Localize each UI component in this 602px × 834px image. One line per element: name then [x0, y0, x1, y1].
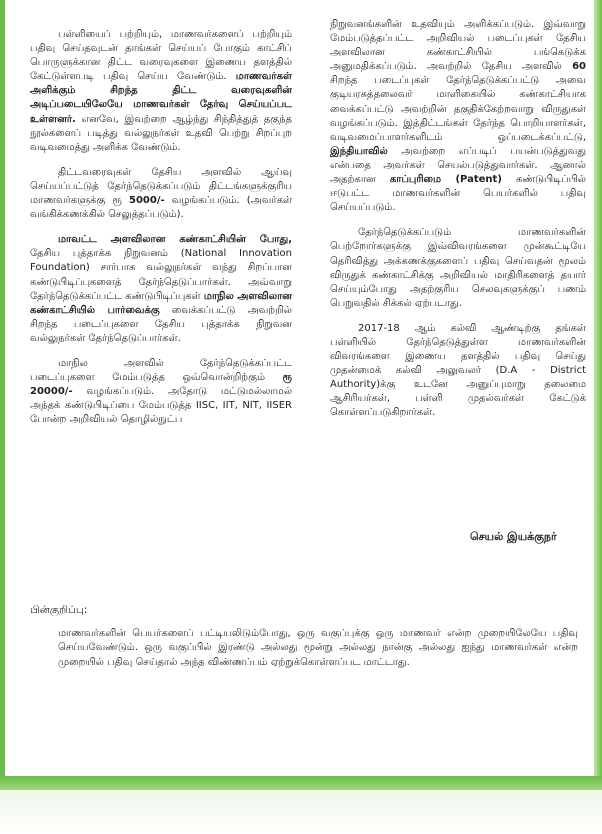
left-column — [30, 28, 292, 438]
green-border-bottom — [0, 776, 602, 790]
paragraph-national-exhibition: நிறுவனங்களின் உதவியும் அளிக்கப்படும். இவ்வாறு மேம்படுத்தப்பட்ட அறிவியல் படைப்புகள் தேசிய அளவிலான கண்காட்சியில் பங்கெடுக்க அனுமதிக்கப்படும். அவற்றில் தேசிய அளவில் 60 சிறந்த படைப்புகள் தேர்ந்தெடுக்கப்பட்டு அவை குடியரசுத்தலைவர் மாளிகையில் கண்காட்சியாக வைக்கப்பட்டு அவற்றின் தகுதிக்கேற்றவாறு விருதுகள் வழங்கப்படும். இத்திட்டங்கள் தேர்ந்த பொறியாளர்கள், வடிவமைப்பாளர்களிடம் ஒப்படைக்கப்பட்டு, இந்தியாவில் அவற்றை எப்படிப் பயன்படுத்துவது என்பதை அவர்கள் செயல்படுத்துவார்கள். ஆனால் அதற்கான காப்புரிமை (Patent) கண்டுபிடிப்பில் ஈடுபட்ட மாணவர்களின் பெயர்களில் பதிவு செய்யப்படும். — [330, 19, 586, 214]
paragraph-parents-info: தேர்ந்தெடுக்கப்படும் மாணவர்களின் பெற்றோர்களுக்கு இவ்விவரங்களை முன்கூட்டியே தெரிவித்து அக்கணக்குகளைப் பதிவு செய்வதன் மூலம் விருதுக் கண்காட்சிக்கு அறிவியல் மாதிரிகளைத் தயார் செய்யும்போது அதற்குரிய செலவுகளுக்குப் பணம் பெறுவதில் சிக்கல் ஏற்படாது. — [330, 227, 586, 309]
paragraph-district-exhibition: மாவட்ட அளவிலான கண்காட்சியின் போது, தேசிய புத்தாக்க நிறுவனம் (National Innovation Foundation) சார்பாக வல்லுநர்கள் வந்து சிறப்பான கண்டுபிடிப்புகளைத் தேர்ந்தெடுப்பார்கள். அவ்வாறு தேர்ந்தெடுக்கப்பட்ட கண்டுபிடிப்புகள் மாநில அளவிலான கண்காட்சியில் பார்வைக்கு வைக்கப்பட்டு அவற்றில் சிறந்த படைப்புகளை தேசிய புத்தாக்க நிறுவன வல்லுநர்கள் தேர்ந்தெடுப்பார்கள். — [30, 234, 292, 344]
paragraph-national-review: திட்டவரைவுகள் தேசிய அளவில் ஆய்வு செய்யப்பட்டுத் தேர்ந்தெடுக்கப்படும் திட்டங்களுக்குரிய மாணவர்களுக்கு ரூ 5000/- வழங்கப்படும். (அவர்கள் வங்கிக்கணக்கில் செலுத்தப்படும்). — [30, 166, 292, 221]
paragraph-registration-request: 2017-18 ஆம் கல்வி ஆண்டிற்கு தங்கள் பள்ளியில் தேர்ந்தெடுத்துள்ள மாணவர்களின் விவரங்களை இணைய தளத்தில் பதிவு செய்து முதன்மைக் கல்வி அலுவலர் (D.A - District Authority)க்கு உடனே அனுப்புமாறு தலைமை ஆசிரியர்கள், பள்ளி முதல்வர்கள் கேட்டுக் கொள்ளப்படுகிறார்கள். — [330, 322, 586, 419]
signature-designation: செயல் இயக்குநர் — [470, 530, 557, 543]
page-footer-strip — [0, 790, 602, 834]
paragraph-state-level: மாநில அளவில் தேர்ந்தெடுக்கப்பட்ட படைப்புகளை மேம்படுத்த ஒவ்வொன்றிற்கும் ரூ 20000/- வழங்கப்படும். அதோடு மட்டுமல்லாமல் அந்தக் கண்டுபிடிப்பை மேம்படுத்த IISC, IIT, NIT, IISER போன்ற அறிவியல் தொழில்நுட்ப — [30, 357, 292, 426]
green-border-right — [594, 0, 602, 790]
note-title: பின்குறிப்பு: — [30, 604, 88, 616]
note-text: மாணவர்களின் பெயர்களைப் பட்டியலிடும்போது, ஒரு வகுப்புக்கு ஒரு மாணவர் என்ற முறையிலேயே பதிவு செய்யவேண்டும். ஒரு வகுப்பில் இரண்டு அல்லது மூன்று அல்லது நான்கு அல்லது ஐந்து மாணவர்கள் என்ற முறையில் பதிவு செய்தால் அந்த விண்ணப்பம் ஏற்றுக்கொள்ளப்பட மாட்டாது. — [58, 628, 578, 668]
right-column — [330, 18, 586, 432]
paragraph-selection-process: பள்ளியைப் பற்றியும், மாணவர்களைப் பற்றியும் பதிவு செய்தவுடன் தாங்கள் செய்யப் போகும் காட்சிப் பொருளுக்கான திட்ட வரைவுகளை இணைய தளத்தில் கேட்டுள்ளபடி பதிவு செய்ய வேண்டும். மாணவர்கள் அளிக்கும் சிறந்த திட்ட வரைவுகளின் அடிப்படையிலேயே மாணவர்கள் தேர்வு செய்யப்பட உள்ளனர். எனவே, இவற்றை ஆழ்ந்து சிந்தித்துத் தகுந்த நூல்களைப் படித்து வல்லுநர்கள் உதவி பெற்று சிறப்புற வடிவமைத்து அளிக்க வேண்டும். — [30, 29, 292, 153]
green-border-left — [0, 0, 5, 790]
